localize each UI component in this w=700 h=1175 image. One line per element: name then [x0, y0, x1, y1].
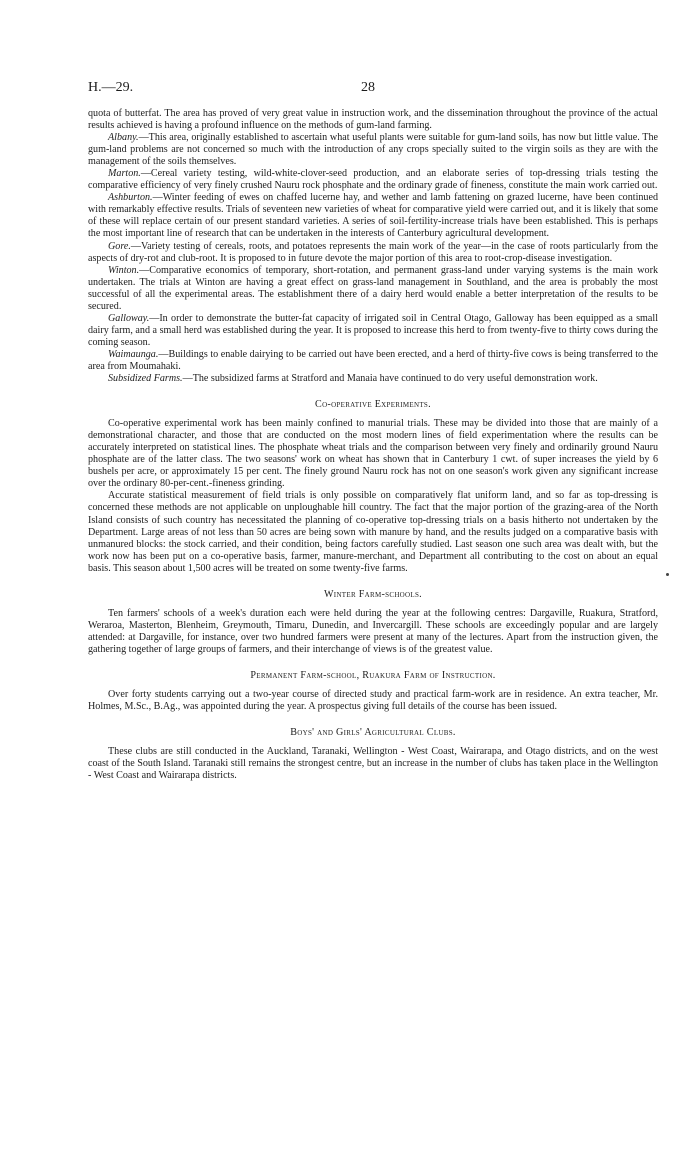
paragraph-lead-gore: Gore.: [108, 240, 131, 252]
paragraph-text-galloway: —In order to demonstrate the butter-fat capacity of irrigated soil in Central Otago, Galloway has been equipped as a small dairy farm, and a small herd was established during the year. It is proposed to increase this herd to from twenty-five to thirty cows during the coming season.: [88, 312, 658, 348]
paragraph-waimaunga: [88, 349, 658, 373]
paragraph-winton: [88, 265, 658, 313]
paragraph-cooperative-1: Co-operative experimental work has been mainly confined to manurial trials. These may be divided into those that are mainly of a demonstrational character, and those that are conducted on the most modern lines of field experimentation where the results can be accurately interpreted on statistical lines. The phosphate wheat trials and the comparison between very finely and ordinarily ground Nauru phosphate are of the latter class. The two seasons' work on wheat has shown that in Canterbury 1 cwt. of super increases the yield by 6 bushels per acre, or approximately 15 per cent. The finely ground Nauru rock has not on one season's work given any significant increase over the ordinary 80-per-cent.-fineness grinding.: [88, 418, 658, 490]
paragraph-lead-winton: Winton.: [108, 264, 140, 276]
document-body: [88, 108, 658, 782]
paragraph-ashburton: [88, 192, 658, 240]
paragraph-winter-schools: Ten farmers' schools of a week's duration each were held during the year at the following centres: Dargaville, Ruakura, Stratford, Weraroa, Masterton, Blenheim, Greymouth, Timaru, Dunedin, and Invercargill. These schools are exceedingly popular and are largely attended: at Dargaville, for instance, over two hundred farmers were present at many of the lectures. Apart from the instruction given, the gathering together of large groups of farmers, and their interchange of views is of the greatest value.: [88, 607, 658, 655]
page-header: [88, 80, 648, 100]
page-number: 28: [361, 80, 375, 95]
paragraph-albany: [88, 132, 658, 168]
paragraph-text-winton: —Comparative economics of temporary, short-rotation, and permanent grass-land under varying systems is the main work undertaken. The trials at Winton are having a great effect on grass-land management in Southland, and the area is probably the most successful of all the experimental areas. The establishment there of a dairy herd would enable a better interpretation of the results to be secured.: [88, 264, 658, 312]
margin-mark: [666, 573, 669, 576]
paragraph-text-subsidized-farms: —The subsidized farms at Stratford and Manaia have continued to do very useful demonstration work.: [182, 373, 598, 385]
paragraph-text-gore: —Variety testing of cereals, roots, and potatoes represents the main work of the year—in the case of roots particularly from the aspects of dry-rot and club-root. It is proposed to in future devote the major portion of this area to root-crop-disease investigation.: [88, 240, 658, 264]
paragraph-lead-galloway: Galloway.: [108, 312, 150, 324]
paragraph-lead-albany: Albany.: [108, 132, 139, 144]
paragraph-cooperative-2: Accurate statistical measurement of field trials is only possible on comparatively flat uniform land, and so far as top-dressing is concerned these methods are not applicable on unploughable hill country. The fact that the major portion of the grazing-area of the North Island consists of such country has necessitated the planning of co-operative top-dressing trials on a basis hitherto not undertaken by the Department. Large areas of not less than 50 acres are being sown with manure by hand, and the results judged on a comparative basis with unmanured blocks: the stock carried, and their condition, being factors carefully studied. Last season one such area was dealt with, but the work now has been put on a co-operative basis, farmer, manure-merchant, and Department all contributing to the cost on about an equal basis. This season about 1,500 acres will be treated on some twenty-five farms.: [88, 490, 658, 574]
paragraph-galloway: [88, 313, 658, 349]
paragraph-text-marton: —Cereal variety testing, wild-white-clover-seed production, and an elaborate series of top-dressing trials testing the comparative efficiency of very finely crushed Nauru rock phosphate and the ordinary grade of fineness, constitute the main work carried out.: [88, 168, 658, 192]
paragraph-gore: [88, 241, 658, 265]
paragraph-intro: quota of butterfat. The area has proved of very great value in instruction work, and the dissemination throughout the province of the actual results achieved is having a profound influence on the methods of gum-land farming.: [88, 108, 658, 132]
paragraph-text-albany: —This area, originally established to ascertain what useful plants were suitable for gum-land soils, has now but little value. The gum-land problems are not concerned so much with the introduction of any crops specially suited to the virgin soils as they are with the management of the soils themselves.: [88, 132, 658, 168]
paragraph-lead-waimaunga: Waimaunga.: [108, 348, 159, 360]
paragraph-lead-ashburton: Ashburton.: [108, 192, 153, 204]
paragraph-clubs: These clubs are still conducted in the Auckland, Taranaki, Wellington - West Coast, Wairarapa, and Otago districts, and on the west coast of the South Island. Taranaki still remains the strongest centre, but an increase in the number of clubs has taken place in the Wellington - West Coast and Wairarapa districts.: [88, 746, 658, 782]
section-heading-winter-schools: Winter Farm-schools.: [323, 588, 422, 600]
report-code: H.—29.: [88, 80, 134, 95]
section-heading-clubs: Boys' and Girls' Agricultural Clubs.: [290, 727, 456, 739]
section-heading-ruakura: Permanent Farm-school, Ruakura Farm of Instruction.: [250, 669, 496, 681]
paragraph-lead-subsidized-farms: Subsidized Farms.: [108, 373, 183, 385]
paragraph-marton: [88, 168, 658, 192]
paragraph-text-waimaunga: —Buildings to enable dairying to be carried out have been erected, and a herd of thirty-five cows is being transferred to the area from Moumahaki.: [88, 348, 658, 372]
paragraph-text-ashburton: —Winter feeding of ewes on chaffed lucerne hay, and wether and lamb fattening on grazed lucerne, have been continued with remarkably effective results. Trials of seventeen new varieties of wheat for comparative yield were carried out, and it is likely that some of these will replace certain of our present standard varieties. A series of soil-fertility-increase trials have been established. This is perhaps the most important line of research that can be undertaken in the interests of Canterbury agricultural development.: [88, 192, 658, 240]
paragraph-lead-marton: Marton.: [108, 168, 141, 180]
paragraph-subsidized-farms: [88, 373, 658, 385]
paragraph-ruakura: Over forty students carrying out a two-year course of directed study and practical farm-work are in residence. An extra teacher, Mr. Holmes, M.Sc., B.Ag., was appointed during the year. A prospectus giving full details of the course has been issued.: [88, 689, 658, 713]
section-heading-cooperative: Co-operative Experiments.: [315, 399, 431, 411]
